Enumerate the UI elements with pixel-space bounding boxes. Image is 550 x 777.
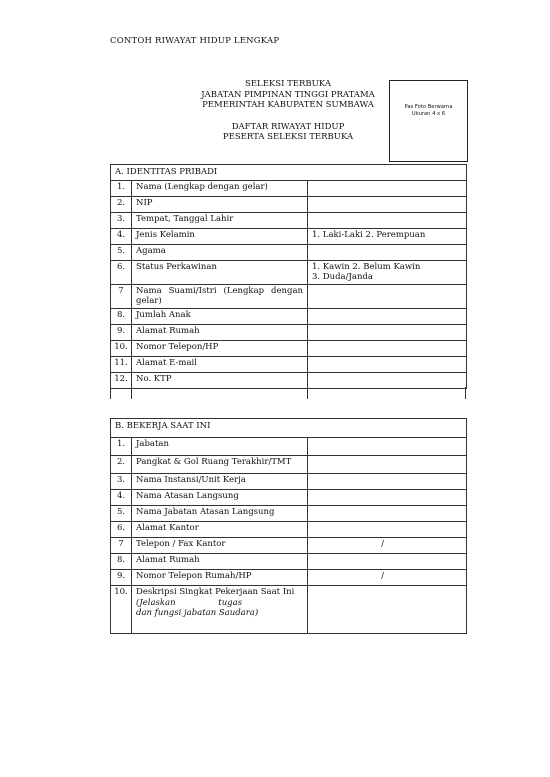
row-value[interactable]	[308, 244, 467, 260]
row-label: Alamat E-mail	[132, 356, 308, 372]
row-value[interactable]	[308, 180, 467, 196]
row-value[interactable]	[308, 522, 467, 538]
row-label: Status Perkawinan	[132, 260, 308, 284]
row-number: 1.	[111, 438, 132, 456]
row-value[interactable]	[308, 490, 467, 506]
table-row	[111, 244, 467, 260]
row-number: 10.	[111, 340, 132, 356]
table-row	[111, 456, 467, 474]
title-block	[170, 79, 406, 143]
row-number: 8.	[111, 554, 132, 570]
table-row	[111, 474, 467, 490]
row-number: 7	[111, 284, 132, 308]
title-line: PEMERINTAH KABUPATEN SUMBAWA	[202, 100, 374, 111]
row-value[interactable]	[308, 586, 467, 634]
row-number: 12.	[111, 372, 132, 388]
table-row	[111, 356, 467, 372]
table-row	[111, 490, 467, 506]
section-heading-row	[111, 165, 467, 181]
table-row	[111, 308, 467, 324]
row-label: Jenis Kelamin	[132, 228, 308, 244]
table-row	[111, 340, 467, 356]
title-line: SELEKSI TERBUKA	[245, 79, 331, 89]
row-number: 9.	[111, 324, 132, 340]
row-number: 11.	[111, 356, 132, 372]
row-value[interactable]: 1. Laki-Laki 2. Perempuan	[308, 228, 467, 244]
table-row	[111, 324, 467, 340]
row-number: 6.	[111, 260, 132, 284]
row-value[interactable]	[308, 356, 467, 372]
section-heading: B. BEKERJA SAAT INI	[111, 419, 467, 438]
row-label: Nomor Telepon Rumah/HP	[132, 570, 308, 586]
row-note: dan fungsi jabatan Saudara)	[136, 608, 259, 618]
row-label: Nama Suami/Istri (Lengkap dengan gelar)	[132, 284, 308, 308]
row-number: 1.	[111, 180, 132, 196]
photo-label: Pas Foto Berwarna	[404, 104, 453, 110]
marital-options-line2: 3. Duda/Janda	[312, 272, 373, 282]
table-row	[111, 284, 467, 308]
table-row	[111, 438, 467, 456]
row-number: 2.	[111, 196, 132, 212]
row-label: Deskripsi Singkat Pekerjaan Saat Ini	[136, 587, 295, 597]
row-number: 8.	[111, 308, 132, 324]
row-label: Alamat Rumah	[132, 324, 308, 340]
row-value[interactable]	[308, 506, 467, 522]
row-value[interactable]	[308, 438, 467, 456]
row-value[interactable]	[308, 324, 467, 340]
table-row	[111, 554, 467, 570]
title-line: PESERTA SELEKSI TERBUKA	[222, 132, 354, 143]
row-label: Jabatan	[132, 438, 308, 456]
row-label: Nama Instansi/Unit Kerja	[132, 474, 308, 490]
row-label: NIP	[132, 196, 308, 212]
row-label: Tempat, Tanggal Lahir	[132, 212, 308, 228]
table-row	[111, 522, 467, 538]
section-heading: A. IDENTITAS PRIBADI	[111, 165, 467, 181]
table-row	[111, 506, 467, 522]
row-number: 4.	[111, 490, 132, 506]
row-label: Agama	[132, 244, 308, 260]
row-label: Telepon / Fax Kantor	[132, 538, 308, 554]
row-value[interactable]	[308, 372, 467, 388]
row-label: Nama Atasan Langsung	[132, 490, 308, 506]
row-label: Nomor Telepon/HP	[132, 340, 308, 356]
table-edge	[307, 387, 308, 399]
table-row	[111, 212, 467, 228]
row-value[interactable]	[308, 260, 467, 284]
phone-fax-separator: /	[381, 539, 385, 549]
row-label: Jumlah Anak	[132, 308, 308, 324]
row-number: 2.	[111, 456, 132, 474]
table-row	[111, 538, 467, 554]
row-label: Pangkat & Gol Ruang Terakhir/TMT	[132, 456, 308, 474]
row-number: 9.	[111, 570, 132, 586]
table-edge	[131, 387, 132, 399]
title-line: JABATAN PIMPINAN TINGGI PRATAMA	[201, 89, 375, 100]
table-edge	[465, 387, 466, 399]
table-row	[111, 180, 467, 196]
row-number: 6.	[111, 522, 132, 538]
row-value[interactable]	[308, 212, 467, 228]
row-value[interactable]	[308, 340, 467, 356]
row-value[interactable]	[308, 456, 467, 474]
photo-size-label: Ukuran 4 x 6	[411, 111, 446, 117]
row-label: Nama Jabatan Atasan Langsung	[132, 506, 308, 522]
row-number: 3.	[111, 474, 132, 490]
row-number: 5.	[111, 244, 132, 260]
table-row	[111, 260, 467, 284]
row-number: 7	[111, 538, 132, 554]
table-row	[111, 196, 467, 212]
title-line: DAFTAR RIWAYAT HIDUP	[231, 121, 345, 132]
row-value[interactable]	[308, 570, 467, 586]
section-heading-row	[111, 419, 467, 438]
table-row	[111, 372, 467, 388]
table-row	[111, 586, 467, 634]
row-label: Nama (Lengkap dengan gelar)	[132, 180, 308, 196]
row-number: 4.	[111, 228, 132, 244]
row-note: (Jelaskan tugas	[136, 597, 243, 608]
table-row	[111, 570, 467, 586]
row-value[interactable]	[308, 554, 467, 570]
photo-placeholder	[389, 80, 468, 162]
row-number: 10.	[111, 586, 132, 634]
row-label: No. KTP	[132, 372, 308, 388]
row-value[interactable]	[308, 474, 467, 490]
row-label: Alamat Rumah	[132, 554, 308, 570]
row-value[interactable]	[308, 308, 467, 324]
row-number: 5.	[111, 506, 132, 522]
row-value[interactable]	[308, 196, 467, 212]
row-value[interactable]	[308, 284, 467, 308]
marital-options-line1: 1. Kawin 2. Belum Kawin	[312, 261, 421, 272]
document-header: CONTOH RIWAYAT HIDUP LENGKAP	[110, 36, 280, 46]
row-label: Alamat Kantor	[132, 522, 308, 538]
row-value[interactable]	[308, 538, 467, 554]
row-label-cell	[132, 586, 308, 634]
table-edge	[110, 387, 111, 399]
identity-table	[110, 164, 467, 389]
row-number: 3.	[111, 212, 132, 228]
phone-hp-separator: /	[381, 571, 385, 581]
table-row	[111, 228, 467, 244]
employment-table	[110, 418, 467, 634]
